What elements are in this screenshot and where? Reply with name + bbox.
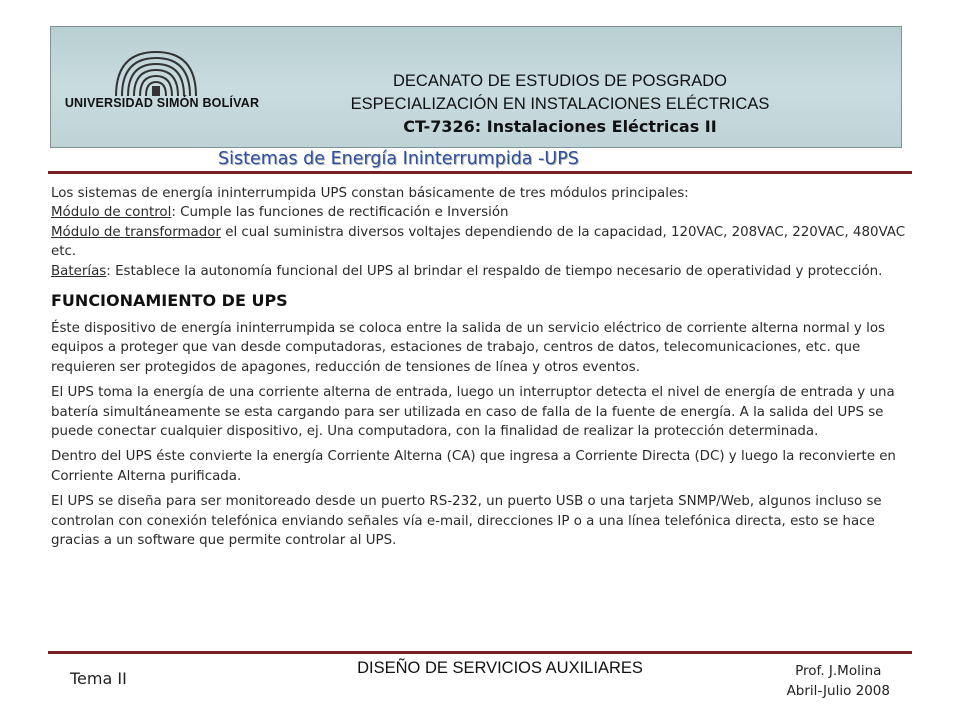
paragraph: El UPS toma la energía de una corriente alterna de entrada, luego un interruptor detecta el nivel de energía de entrada y una batería simultáneamente se esta cargando para ser utilizada en caso de falla de la fuente de energía. A la salida del UPS se puede conectar cualquier dispositivo, ej. Una computadora, con la finalidad de realizar la protección determinada. xyxy=(51,385,895,440)
section-heading: FUNCIONAMIENTO DE UPS xyxy=(51,291,288,311)
top-divider xyxy=(48,171,912,174)
intro-text: Los sistemas de energía ininterrumpida UPS constan básicamente de tres módulos principales: xyxy=(51,186,689,201)
university-seal-icon xyxy=(106,48,206,98)
footer-term: Abril-Julio 2008 xyxy=(786,683,890,699)
slide-body xyxy=(51,184,911,557)
university-logo xyxy=(62,44,260,118)
paragraph: Dentro del UPS éste convierte la energía Corriente Alterna (CA) que ingresa a Corriente Directa (DC) y luego la reconvierte en Corriente Alterna purificada. xyxy=(51,449,896,484)
header-specialization: ESPECIALIZACIÓN EN INSTALACIONES ELÉCTRICAS xyxy=(350,95,770,113)
header-deanery: DECANATO DE ESTUDIOS DE POSGRADO xyxy=(392,72,728,90)
footer-topic: Tema II xyxy=(70,669,127,688)
logo-caption: UNIVERSIDAD SIMÓN BOLÍVAR xyxy=(64,96,260,110)
bottom-divider xyxy=(48,651,912,654)
footer-author xyxy=(787,661,890,701)
page-title: Sistemas de Energía Ininterrumpida -UPS xyxy=(218,149,579,169)
module-description: : Establece la autonomía funcional del UPS al brindar el respaldo de tiempo necesario de operatividad y protección. xyxy=(106,263,883,279)
footer-course-name: DISEÑO DE SERVICIOS AUXILIARES xyxy=(357,659,643,677)
module-description: el cual suministra diversos voltajes dependiendo de la capacidad, 120VAC, 208VAC, 220VAC, 480VAC etc. xyxy=(51,224,906,260)
header-course: CT-7326: Instalaciones Eléctricas II xyxy=(403,117,717,136)
module-label: Módulo de transformador xyxy=(51,224,221,240)
paragraph: El UPS se diseña para ser monitoreado desde un puerto RS-232, un puerto USB o una tarjeta SNMP/Web, algunos incluso se controlan con conexión telefónica enviando señales vía e-mail, direcciones IP o a una línea telefónica directa, esto se hace gracias a un software que permite controlar al UPS. xyxy=(51,494,882,549)
module-label: Módulo de control xyxy=(51,205,172,221)
module-description: : Cumple las funciones de rectificación e Inversión xyxy=(171,205,509,221)
footer-professor: Prof. J.Molina xyxy=(795,663,882,679)
paragraph: Éste dispositivo de energía ininterrumpida se coloca entre la salida de un servicio eléctrico de corriente alterna normal y los equipos a proteger que van desde computadoras, estaciones de trabajo, centros de datos, telecomunicaciones, etc. que requieren ser protegidos de apagones, reducción de tensiones de línea y otros eventos. xyxy=(51,321,885,375)
module-control xyxy=(51,203,911,222)
module-transformer xyxy=(51,223,911,262)
module-label: Baterías xyxy=(51,263,107,279)
module-batteries xyxy=(51,262,911,281)
